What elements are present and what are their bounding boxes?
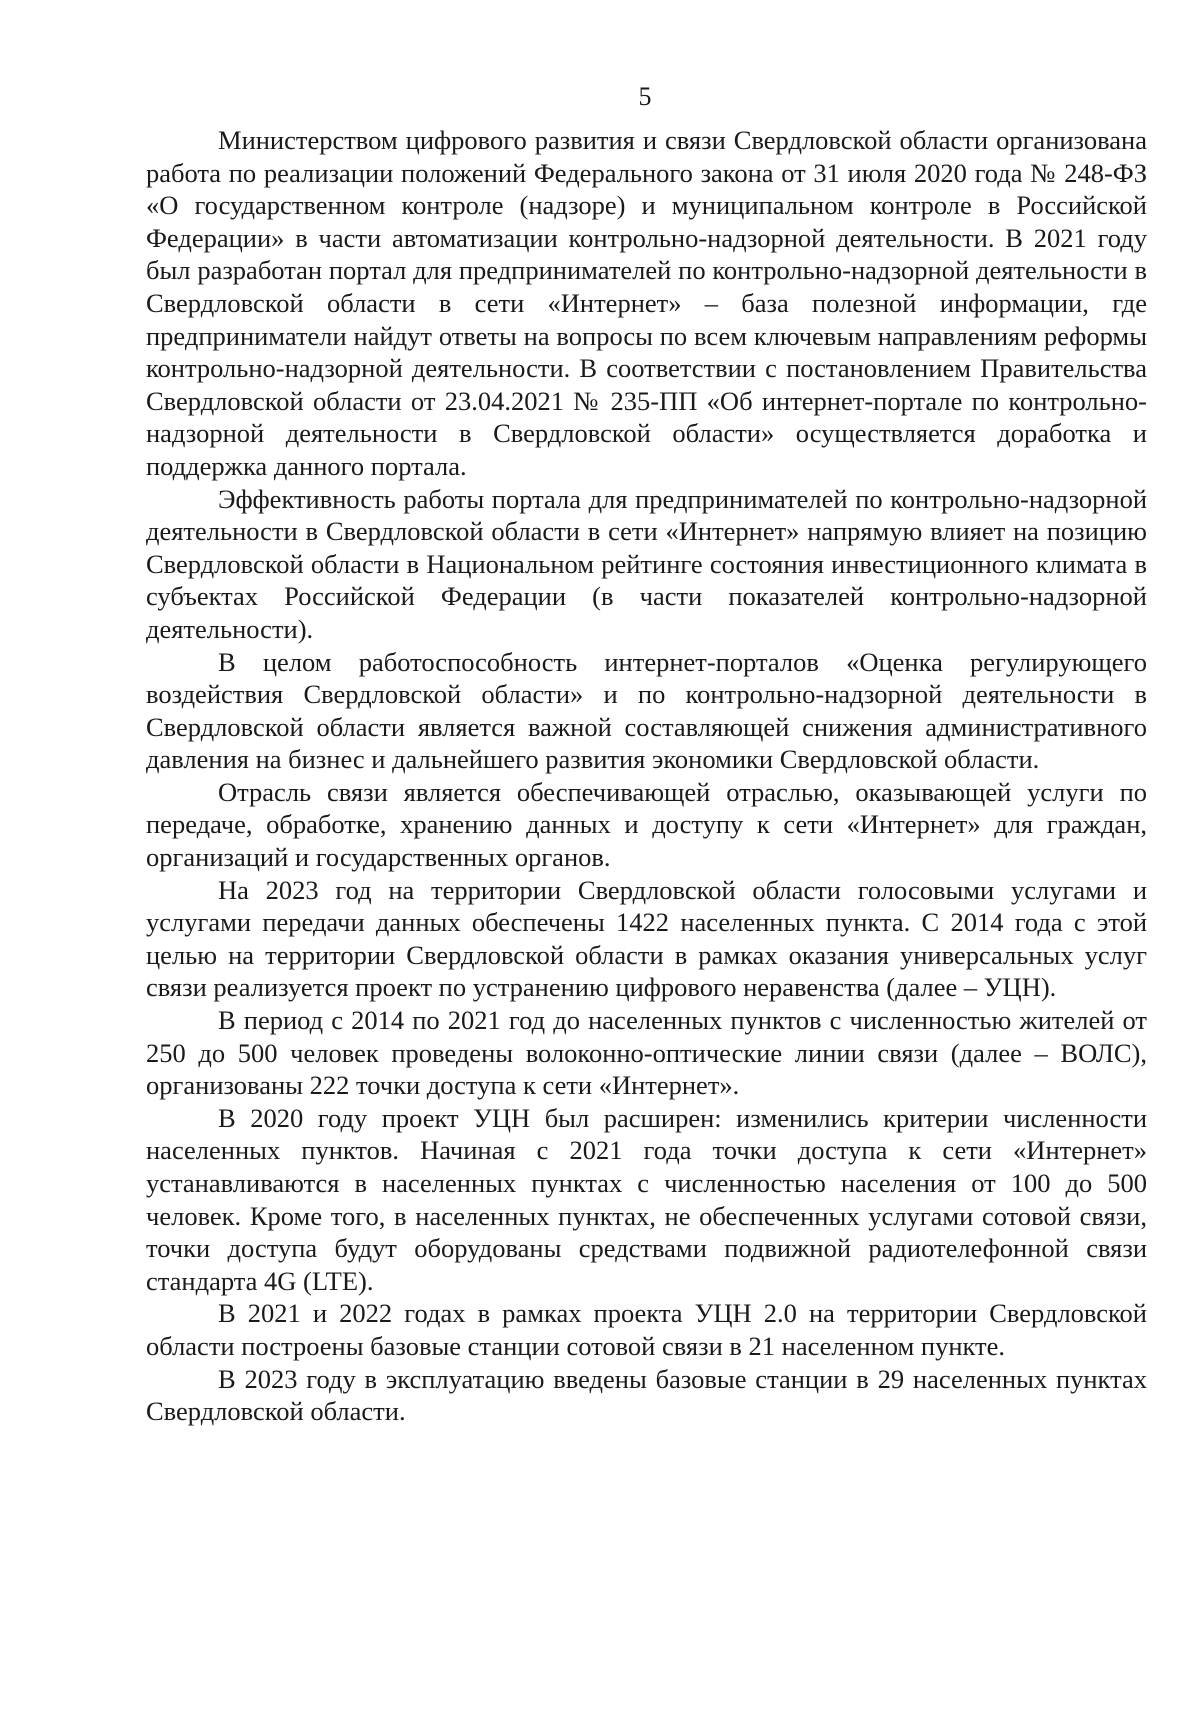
paragraph-digital-ministry: Министерством цифрового развития и связи Свердловской области организована работа по реализации положений Федерального закона от 31 июля 2020 года № 248-ФЗ «О государственном контроле (надзоре) и муниципальном контроле в Российской Федерации» в части автоматизации контрольно-надзорной деятельности. В 2021 году был разработан портал для предпринимателей по контрольно-надзорной деятельности в Свердловской области в сети «Интернет» – база полезной информации, где предприниматели найдут ответы на вопросы по всем ключевым направлениям реформы контрольно-надзорной деятельности. В соответствии с постановлением Правительства Свердловской области от 23.04.2021 № 235-ПП «Об интернет-портале по контрольно-надзорной деятельности в Свердловской области» осуществляется доработка и поддержка данного портала. <box>146 125 1147 481</box>
document-body <box>146 124 1147 1428</box>
paragraph-2014-2021-fiber: В период с 2014 по 2021 год до населенных пунктов с численностью жителей от 250 до 500 человек проведены волоконно-оптические линии связи (далее – ВОЛС), организованы 222 точки доступа к сети «Интернет». <box>146 1005 1147 1101</box>
paragraph-communications-industry: Отрасль связи является обеспечивающей отраслью, оказывающей услуги по передаче, обработке, хранению данных и доступу к сети «Интернет» для граждан, организаций и государственных органов. <box>146 776 1147 873</box>
paragraph-2023-base-stations: В 2023 году в эксплуатацию введены базовые станции в 29 населенных пунктах Свердловской области. <box>146 1363 1147 1427</box>
paragraph-2023-coverage: На 2023 год на территории Свердловской области голосовыми услугами и услугами передачи данных обеспечены 1422 населенных пункта. С 2014 года с этой целью на территории Свердловской области в рамках оказания универсальных услуг связи реализуется проект по устранению цифрового неравенства (далее – УЦН). <box>146 874 1147 1003</box>
paragraph-portal-efficiency: Эффективность работы портала для предпринимателей по контрольно-надзорной деятельности в Свердловской области в сети «Интернет» напрямую влияет на позицию Свердловской области в Национальном рейтинге состояния инвестиционного климата в субъектах Российской Федерации (в части показателей контрольно-надзорной деятельности). <box>146 483 1147 644</box>
page-number: 5 <box>638 82 652 111</box>
paragraph-2021-2022-base-stations: В 2021 и 2022 годах в рамках проекта УЦН 2.0 на территории Свердловской области построены базовые станции сотовой связи в 21 населенном пункте. <box>146 1298 1147 1361</box>
paragraph-2020-expansion: В 2020 году проект УЦН был расширен: изменились критерии численности населенных пунктов. Начиная с 2021 года точки доступа к сети «Интернет» устанавливаются в населенных пунктах с численностью населения от 100 до 500 человек. Кроме того, в населенных пунктах, не обеспеченных услугами сотовой связи, точки доступа будут оборудованы средствами подвижной радиотелефонной связи стандарта 4G (LTE). <box>146 1102 1147 1296</box>
paragraph-portals-operability: В целом работоспособность интернет-порталов «Оценка регулирующего воздействия Свердловской области» и по контрольно-надзорной деятельности в Свердловской области является важной составляющей снижения административного давления на бизнес и дальнейшего развития экономики Свердловской области. <box>146 646 1147 775</box>
